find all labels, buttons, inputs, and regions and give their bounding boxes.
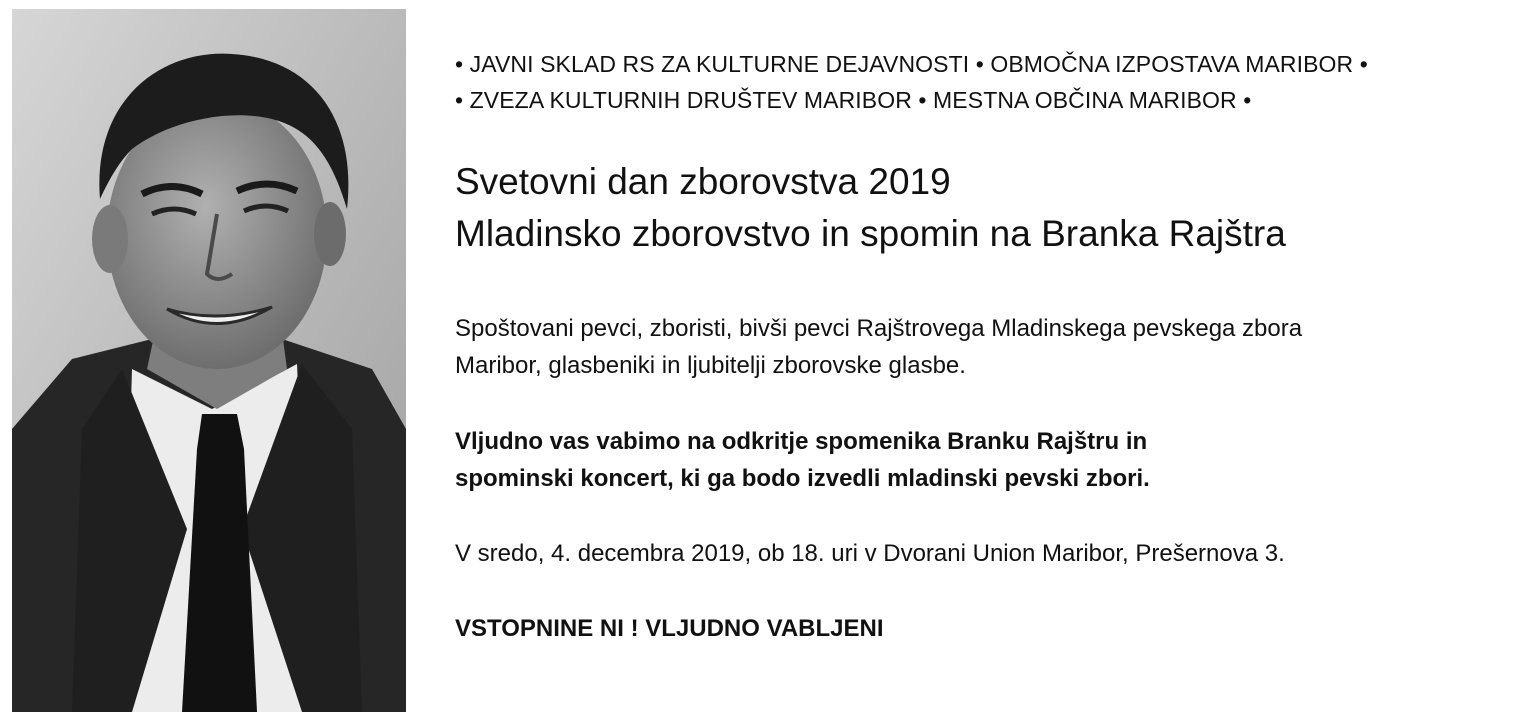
greeting-paragraph bbox=[455, 310, 1495, 384]
organizers-line-2: • ZVEZA KULTURNIH DRUŠTEV MARIBOR • MESTNA OBČINA MARIBOR • bbox=[455, 87, 1252, 113]
admission-note: VSTOPNINE NI ! VLJUDNO VABLJENI bbox=[455, 615, 884, 642]
invitation-line-2: spominski koncert, ki ga bodo izvedli mladinski pevski zbori. bbox=[455, 465, 1150, 492]
event-title-line-2: Mladinsko zborovstvo in spomin na Branka Rajštra bbox=[455, 213, 1286, 254]
portrait-photo bbox=[12, 9, 406, 712]
greeting-line-2: Maribor, glasbeniki in ljubitelji zborovske glasbe. bbox=[455, 352, 966, 379]
organizers-list bbox=[455, 46, 1368, 118]
organizers-line-1: • JAVNI SKLAD RS ZA KULTURNE DEJAVNOSTI • OBMOČNA IZPOSTAVA MARIBOR • bbox=[455, 51, 1368, 77]
invitation-line-1: Vljudno vas vabimo na odkritje spomenika Branku Rajštru in bbox=[455, 428, 1148, 455]
event-title bbox=[455, 156, 1286, 260]
event-details: V sredo, 4. decembra 2019, ob 18. uri v Dvorani Union Maribor, Prešernova 3. bbox=[455, 540, 1285, 567]
greeting-line-1: Spoštovani pevci, zboristi, bivši pevci Rajštrovega Mladinskega pevskega zbora bbox=[455, 315, 1303, 342]
event-title-line-1: Svetovni dan zborovstva 2019 bbox=[455, 161, 951, 202]
invitation-paragraph bbox=[455, 423, 1150, 497]
portrait-illustration bbox=[12, 9, 406, 712]
